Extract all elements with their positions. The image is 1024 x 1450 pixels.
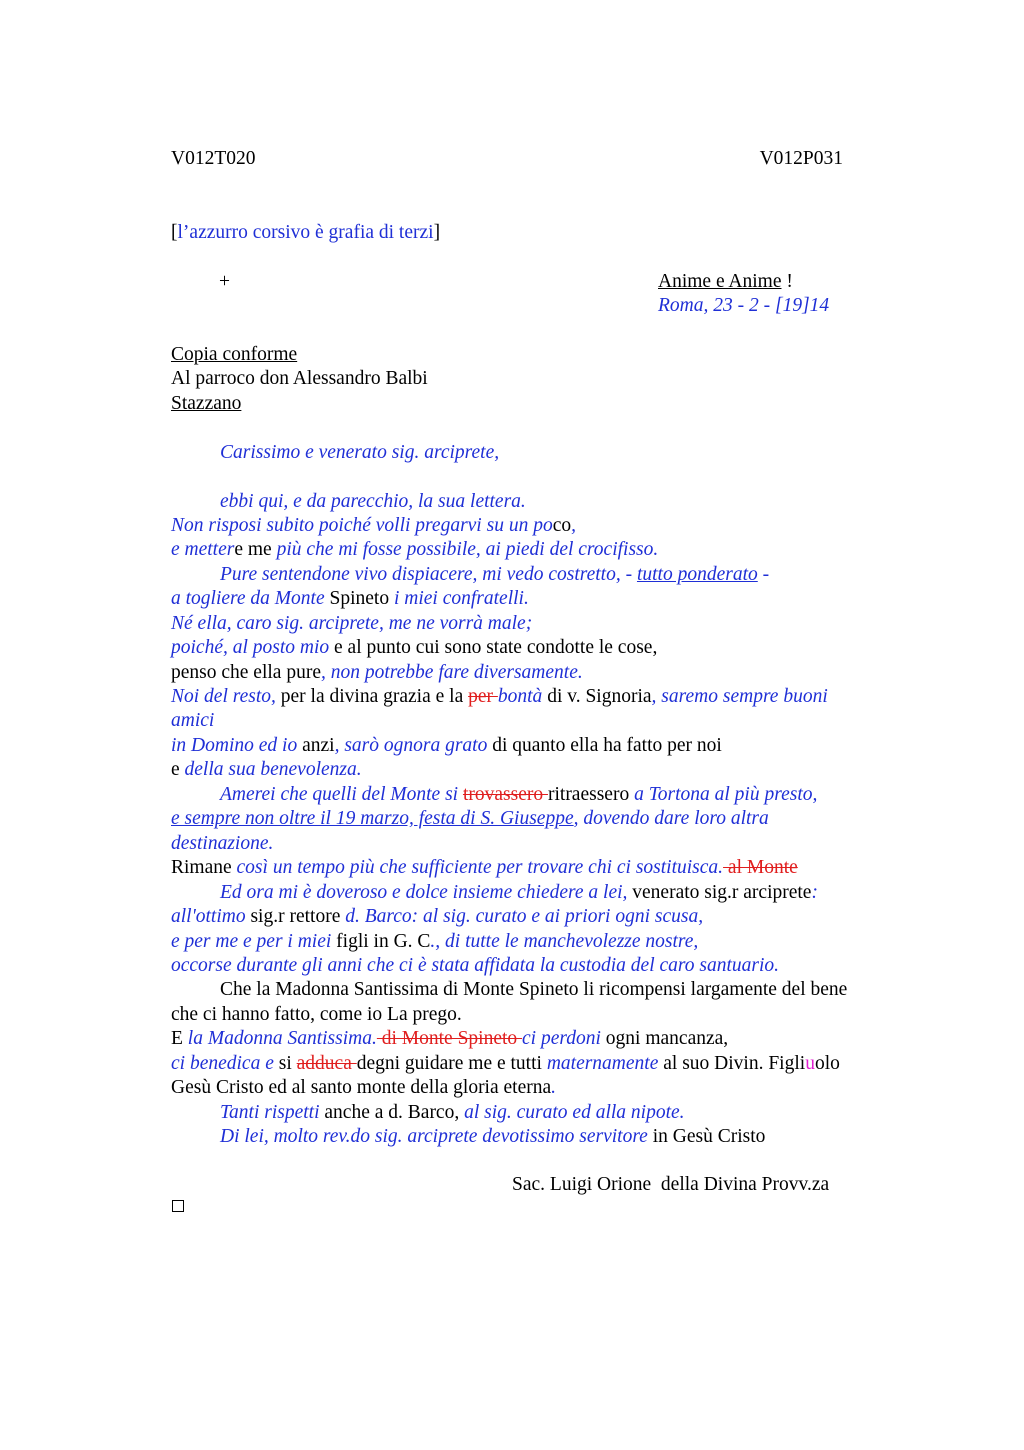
body-line: a togliere da Monte Spineto i miei confratelli. <box>171 588 529 609</box>
inserted-letter: u <box>805 1053 815 1074</box>
cross-mark: + <box>219 271 230 292</box>
body-line: Di lei, molto rev.do sig. arciprete devotissimo servitore in Gesù Cristo <box>220 1126 766 1147</box>
body-line: penso che ella pure, non potrebbe fare diversamente. <box>171 662 583 683</box>
body-line: e mettere me più che mi fosse possibile, ai piedi del crocifisso. <box>171 539 659 560</box>
place-date: Roma, 23 - 2 - [19]14 <box>658 295 830 316</box>
body-line: Che la Madonna Santissima di Monte Spineto li ricompensi largamente del bene <box>220 979 848 1000</box>
motto: Anime e Anime ! <box>658 271 793 292</box>
body-line: Ed ora mi è doveroso e dolce insieme chiedere a lei, venerato sig.r arciprete: <box>220 882 818 903</box>
deleted-text: al Monte <box>723 857 798 878</box>
body-line: e sempre non oltre il 19 marzo, festa di S. Giuseppe, dovendo dare loro altra <box>171 808 769 829</box>
body-line: occorse durante gli anni che ci è stata affidata la custodia del caro santuario. <box>171 955 780 976</box>
body-line: Amerei che quelli del Monte si trovassero ritraessero a Tortona al più presto, <box>220 784 818 805</box>
body-line: e della sua benevolenza. <box>171 759 362 780</box>
deleted-text: trovassero <box>462 784 548 805</box>
body-line: ci benedica e si adduca degni guidare me e tutti maternamente al suo Divin. Figliuolo <box>171 1053 840 1074</box>
salutation: Carissimo e venerato sig. arciprete, <box>220 442 500 463</box>
body-line: Pure sentendone vivo dispiacere, mi vedo costretto, - tutto ponderato - <box>220 564 770 585</box>
header-right-code: V012P031 <box>759 148 843 169</box>
deleted-text: di Monte Spineto <box>376 1028 523 1049</box>
body-line: Rimane così un tempo più che sufficiente per trovare chi ci sostituisca. al Monte <box>171 857 798 878</box>
body-line: in Domino ed io anzi, sarò ognora grato di quanto ella ha fatto per noi <box>171 735 722 756</box>
body-line: ebbi qui, e da parecchio, la sua lettera. <box>220 491 526 512</box>
body-line: amici <box>171 710 215 731</box>
editorial-note: [l’azzurro corsivo è grafia di terzi] <box>171 222 441 243</box>
address-line-2: Al parroco don Alessandro Balbi <box>171 368 428 389</box>
body-line: Né ella, caro sig. arciprete, me ne vorrà male; <box>171 613 533 634</box>
address-line-3: Stazzano <box>171 393 242 414</box>
end-square-icon <box>172 1200 184 1212</box>
body-line: e per me e per i miei figli in G. C., di tutte le manchevolezze nostre, <box>171 931 699 952</box>
body-line: Gesù Cristo ed al santo monte della gloria eterna. <box>171 1077 557 1098</box>
body-line: E la Madonna Santissima. di Monte Spineto ci perdoni ogni mancanza, <box>171 1028 729 1049</box>
body-line: Non risposi subito poiché volli pregarvi su un poco, <box>171 515 576 536</box>
address-line-1: Copia conforme <box>171 344 298 365</box>
signature: Sac. Luigi Orione della Divina Provv.za <box>512 1174 830 1195</box>
body-line: all'ottimo sig.r rettore d. Barco: al sig. curato e ai priori ogni scusa, <box>171 906 704 927</box>
body-line: destinazione. <box>171 833 274 854</box>
body-line: che ci hanno fatto, come io La prego. <box>171 1004 462 1025</box>
deleted-text: per <box>468 686 498 707</box>
deleted-text: adduca <box>296 1053 357 1074</box>
header-left-code: V012T020 <box>171 148 256 169</box>
body-line: Noi del resto, per la divina grazia e la per bontà di v. Signoria, saremo sempre buoni <box>171 686 828 707</box>
body-line: Tanti rispetti anche a d. Barco, al sig. curato ed alla nipote. <box>220 1102 685 1123</box>
body-line: poiché, al posto mio e al punto cui sono state condotte le cose, <box>171 637 658 658</box>
